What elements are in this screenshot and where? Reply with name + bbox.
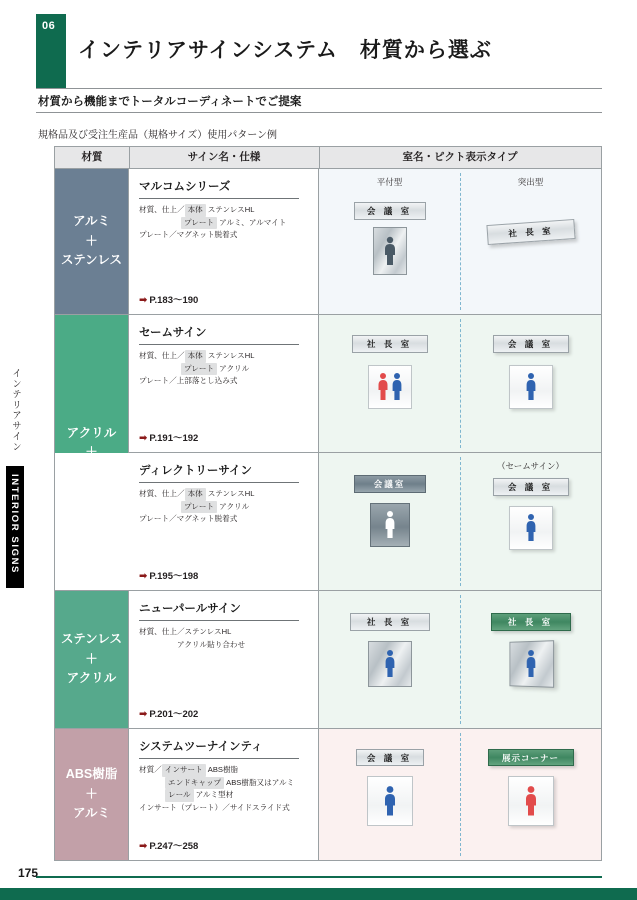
material-cell	[55, 169, 129, 314]
spec-label: プレート	[181, 501, 217, 514]
product-name: マルコムシリーズ	[139, 181, 231, 193]
spec-text	[139, 764, 310, 814]
sign-projecting-column	[460, 591, 601, 728]
spec-label: プレート	[181, 363, 217, 376]
page-reference-label: P.183〜190	[149, 295, 199, 306]
page-reference-label: P.195〜198	[149, 571, 199, 582]
sign-projecting-column	[460, 729, 601, 860]
spec-label: 本体	[185, 488, 206, 501]
sign-type-label-flat: 平付型	[376, 177, 403, 187]
spec-value: ステンレスHL	[207, 489, 255, 498]
spec-prefix: 材質／	[139, 765, 162, 774]
header-divider-1	[129, 147, 130, 168]
page-header	[0, 0, 637, 88]
sign-cell	[319, 729, 601, 860]
material-line-3: アルミ	[72, 806, 110, 821]
spec-prefix: 材質、仕上／	[139, 489, 185, 498]
spec-value: アルミ型材	[195, 790, 234, 800]
spec-value: ABS樹脂又はアルミ	[226, 777, 295, 787]
spec-prefix: 材質、仕上／ステンレスHL	[139, 627, 232, 636]
arrow-icon: ➡	[139, 433, 148, 444]
pictogram-plate	[373, 227, 407, 275]
person-icon	[521, 785, 541, 817]
pictogram-plate	[509, 506, 553, 550]
title-underline	[139, 482, 299, 483]
spec-value: ABS樹脂	[207, 765, 239, 774]
material-line-2: ＋	[85, 651, 98, 666]
sign-flat-column	[319, 315, 460, 452]
arrow-icon: ➡	[139, 295, 148, 306]
sign-projecting-column	[460, 315, 601, 452]
spec-prefix: 材質、仕上／	[139, 351, 185, 360]
table-row	[55, 315, 601, 453]
page-title: インテリアサインシステム 材質から選ぶ	[78, 39, 492, 62]
person-icon	[522, 513, 540, 543]
pictogram-plate	[509, 640, 554, 688]
table-row	[55, 591, 601, 729]
arrow-icon: ➡	[139, 571, 148, 582]
product-name: セームサイン	[139, 327, 207, 339]
material-cell	[55, 591, 129, 728]
header-sign-type: 室名・ピクト表示タイプ	[402, 151, 518, 163]
title-underline	[139, 344, 299, 345]
sign-type-label-projecting: 突出型	[517, 177, 544, 187]
sign-flat-column	[319, 453, 460, 590]
material-line-1: アクリル	[66, 425, 117, 440]
arrow-icon: ➡	[139, 709, 148, 720]
person-icon	[522, 372, 540, 402]
sign-cell	[319, 453, 601, 590]
material-line-2: ＋	[85, 786, 98, 801]
divider-top	[36, 88, 602, 89]
pictogram-plate	[508, 776, 554, 826]
description-cell	[129, 315, 319, 452]
table-row	[55, 169, 601, 315]
spec-value: アルミ、アルマイト	[219, 217, 287, 227]
spec-label: エンドキャップ	[165, 777, 224, 790]
pictogram-plate	[370, 503, 410, 547]
table-header-row	[55, 147, 601, 169]
page-reference[interactable]	[139, 292, 198, 306]
table-row	[55, 729, 601, 860]
sign-projecting-column	[460, 453, 601, 590]
description-cell	[129, 169, 319, 314]
header-divider-2	[319, 147, 320, 168]
footer-divider	[36, 876, 602, 878]
sign-flat-column	[319, 729, 460, 860]
page-subtitle: 材質から機能までトータルコーディネートでご提案	[38, 96, 302, 108]
sign-plate: 社 長 室	[491, 613, 571, 631]
sign-plate: 展示コーナー	[488, 749, 574, 766]
page-reference[interactable]	[139, 568, 198, 582]
sign-plate: 会 議 室	[354, 202, 426, 220]
page-reference[interactable]	[139, 838, 198, 852]
header-name-spec: サイン名・仕様	[187, 151, 261, 163]
chapter-number: 06	[42, 20, 56, 32]
pictogram-plate	[368, 641, 412, 687]
page-reference[interactable]	[139, 706, 198, 720]
product-name: システムツーナインティ	[139, 741, 263, 753]
page-caption: 規格品及び受注生産品（規格サイズ）使用パターン例	[38, 130, 277, 141]
sign-plate: 社 長 室	[350, 613, 430, 631]
page-number: 175	[18, 866, 39, 880]
sign-plate: 社 長 室	[352, 335, 428, 353]
spec-value: アクリル	[219, 501, 250, 511]
arrow-icon: ➡	[139, 841, 148, 852]
divider-second	[36, 112, 602, 113]
sign-cell	[319, 591, 601, 728]
material-line-3: ステンレス	[61, 253, 122, 268]
description-cell	[129, 729, 319, 860]
material-line-3: アクリル	[66, 671, 117, 686]
spec-label: インサート	[162, 764, 206, 777]
spec-text	[139, 204, 310, 242]
product-name: ディレクトリーサイン	[139, 465, 253, 477]
title-underline	[139, 198, 299, 199]
sign-plate: 会議室	[354, 475, 426, 493]
page-reference-label: P.247〜258	[149, 841, 199, 852]
sign-plate: 会 議 室	[356, 749, 424, 766]
sign-plate: 社 長 室	[486, 219, 575, 245]
spec-prefix: 材質、仕上／	[139, 205, 185, 214]
person-icon	[380, 785, 400, 817]
side-tab-label-en: INTERIOR SIGNS	[9, 474, 20, 574]
material-line-1: ABS樹脂	[65, 767, 118, 782]
product-name: ニューパールサイン	[139, 603, 241, 615]
material-table	[54, 146, 602, 861]
spec-label: 本体	[185, 350, 206, 363]
sign-note: （セームサイン）	[497, 461, 564, 471]
spec-prefix: プレート／マグネット脱着式	[139, 514, 238, 524]
sign-cell	[319, 169, 601, 314]
description-cell	[129, 591, 319, 728]
spec-text	[139, 350, 310, 388]
spec-text	[139, 626, 310, 651]
spec-label: 本体	[185, 204, 206, 217]
sign-plate: 会 議 室	[493, 478, 569, 496]
spec-prefix: インサート（プレート）／サイドスライド式	[139, 802, 290, 812]
pictogram-plate	[509, 365, 553, 409]
person-icon	[381, 510, 399, 540]
pictogram-plate	[367, 776, 413, 826]
spec-value: ステンレスHL	[207, 351, 255, 360]
sign-flat-column	[319, 169, 460, 314]
sign-plate: 会 議 室	[493, 335, 569, 353]
spec-text	[139, 488, 310, 526]
sign-projecting-column	[460, 169, 601, 314]
spec-prefix: アクリル貼り合わせ	[139, 639, 246, 649]
description-cell	[129, 453, 319, 590]
spec-value: ステンレスHL	[207, 205, 255, 214]
material-line-2: ＋	[85, 233, 98, 248]
person-icon	[522, 649, 539, 679]
material-line-1: アルミ	[72, 214, 110, 229]
material-cell	[55, 729, 129, 860]
spec-prefix: プレート／上部落とし込み式	[139, 376, 238, 386]
table-row	[55, 453, 601, 591]
page-reference-label: P.201〜202	[149, 709, 199, 720]
person-icon	[381, 649, 399, 679]
sign-cell	[319, 315, 601, 452]
page-reference[interactable]	[139, 430, 198, 444]
spec-label: プレート	[181, 217, 217, 230]
side-tab-label-jp: インテリアサイン	[10, 368, 21, 452]
title-underline	[139, 758, 299, 759]
restroom-icon	[373, 372, 407, 402]
spec-label: レール	[165, 789, 194, 802]
page-reference-label: P.191〜192	[149, 433, 199, 444]
spec-value: アクリル	[219, 363, 250, 373]
person-icon	[382, 236, 398, 266]
sign-flat-column	[319, 591, 460, 728]
footer-bar	[0, 888, 637, 900]
title-underline	[139, 620, 299, 621]
header-material: 材質	[81, 151, 103, 163]
pictogram-plate	[368, 365, 412, 409]
spec-prefix: プレート／マグネット脱着式	[139, 230, 238, 240]
material-line-1: ステンレス	[61, 632, 122, 647]
